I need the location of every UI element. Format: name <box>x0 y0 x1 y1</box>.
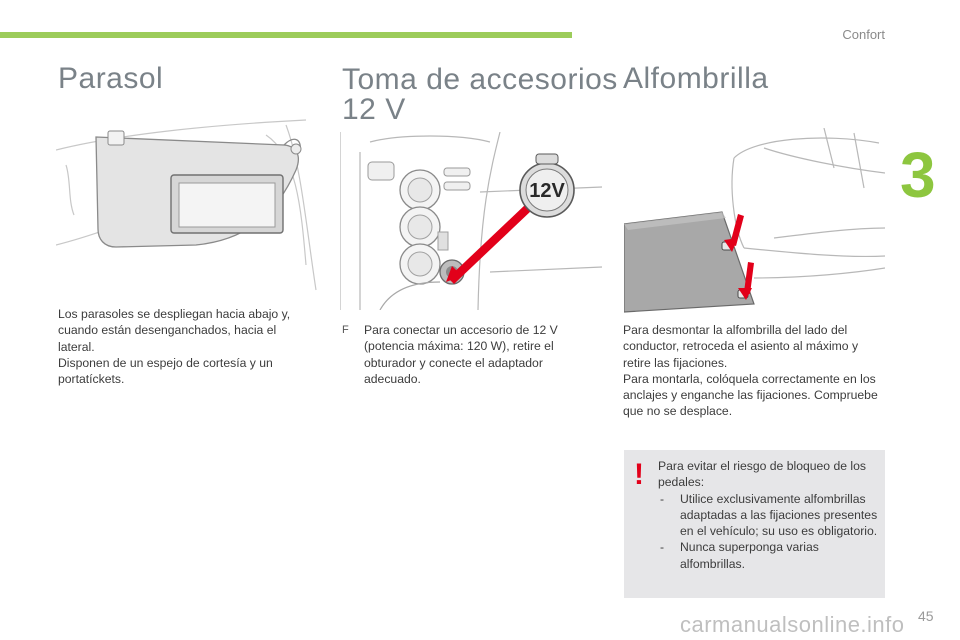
warning-item <box>658 539 878 572</box>
warning-box <box>624 450 885 598</box>
warning-item-text: Nunca superponga varias alfombrillas. <box>680 540 819 571</box>
toma-title-line2: 12 V <box>342 93 406 126</box>
warning-dash: - <box>660 491 665 506</box>
watermark: carmanualsonline.info <box>680 612 905 637</box>
warning-item <box>658 491 878 540</box>
warning-dash: - <box>660 540 665 555</box>
warning-icon: ! <box>634 458 644 491</box>
parasol-paragraph: Los parasoles se despliegan hacia abajo y, cuando están desenganchados, hacia el lateral. <box>58 307 291 354</box>
accessory-socket-illustration <box>340 132 602 310</box>
toma-instruction <box>342 322 572 387</box>
toma-title-line1: Toma de accesorios <box>342 63 618 96</box>
chapter-number: 3 <box>900 139 936 211</box>
alfombrilla-paragraph: Para desmontar la alfombrilla del lado del conductor, retroceda el asiento al máximo y retire las fijaciones. <box>623 323 859 370</box>
sun-visor-illustration <box>56 105 318 295</box>
parasol-description <box>58 306 298 387</box>
alfombrilla-paragraph: Para montarla, colóquela correctamente en los anclajes y enganche las fijaciones. Compruebe que no se desplace. <box>623 371 878 419</box>
parasol-paragraph: Disponen de un espejo de cortesía y un portatíckets. <box>58 355 273 387</box>
warning-item-text: Utilice exclusivamente alfombrillas adaptadas a las fijaciones presentes en el vehículo; su uso es obligatorio. <box>680 491 878 539</box>
alfombrilla-title: Alfombrilla <box>623 62 769 95</box>
bullet-marker: F <box>342 324 349 336</box>
page-number: 45 <box>918 608 934 624</box>
alfombrilla-description <box>623 322 885 420</box>
toma-title <box>342 65 618 125</box>
header-accent-bar <box>0 32 572 38</box>
socket-12v-label: 12V <box>529 180 565 202</box>
warning-text <box>658 458 878 572</box>
warning-intro: Para evitar el riesgo de bloqueo de los pedales: <box>658 459 866 490</box>
floor-mat-illustration <box>624 128 885 314</box>
section-label: Confort <box>842 27 885 42</box>
parasol-title: Parasol <box>58 62 164 95</box>
toma-instruction-text: Para conectar un accesorio de 12 V (potencia máxima: 120 W), retire el obturador y conecte el adaptador adecuado. <box>364 323 558 386</box>
